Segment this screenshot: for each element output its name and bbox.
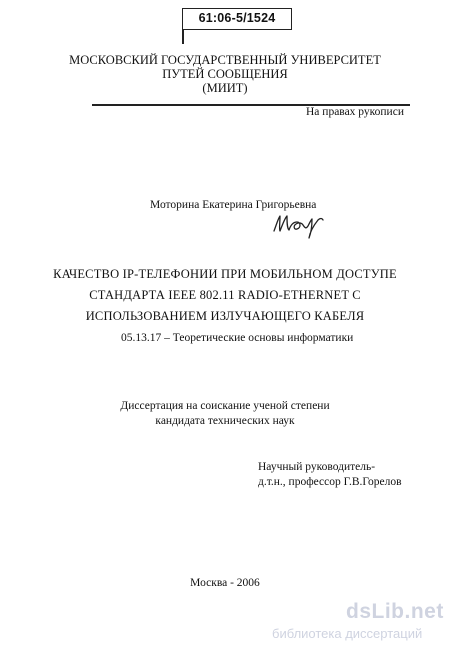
- city-year: Москва - 2006: [190, 577, 260, 589]
- supervisor-line-1: Научный руководитель-: [258, 461, 376, 473]
- degree-line-2: кандидата технических наук: [155, 415, 295, 427]
- supervisor-block: [258, 460, 402, 490]
- title-line-3: ИСПОЛЬЗОВАНИЕМ ИЗЛУЧАЮЩЕГО КАБЕЛЯ: [85, 309, 365, 323]
- degree-line-1: Диссертация на соискание ученой степени: [120, 400, 330, 412]
- university-line-3: (МИИТ): [202, 81, 248, 95]
- title-line-2: СТАНДАРТА IEEE 802.11 RADIO-ETHERNET С: [89, 288, 361, 302]
- signature: [268, 209, 338, 241]
- library-stamp: 61:06-5/1524: [182, 8, 292, 30]
- watermark-text: библиотека диссертаций: [272, 626, 423, 641]
- title-line-1: КАЧЕСТВО IP-ТЕЛЕФОНИИ ПРИ МОБИЛЬНОМ ДОСТУПЕ: [53, 267, 397, 281]
- specialty-code: 05.13.17 – Теоретические основы информатики: [121, 332, 354, 344]
- stamp-divider: [182, 30, 184, 44]
- rights-note: На правах рукописи: [306, 106, 404, 118]
- dissertation-title: [0, 264, 450, 327]
- university-line-2: ПУТЕЙ СООБЩЕНИЯ: [162, 67, 288, 81]
- watermark-logo: dsLib.net: [346, 600, 444, 623]
- author-name: Моторина Екатерина Григорьевна: [150, 199, 317, 211]
- degree-statement: [0, 399, 450, 429]
- supervisor-line-2: д.т.н., профессор Г.В.Горелов: [258, 476, 402, 488]
- university-line-1: МОСКОВСКИЙ ГОСУДАРСТВЕННЫЙ УНИВЕРСИТЕТ: [69, 53, 381, 67]
